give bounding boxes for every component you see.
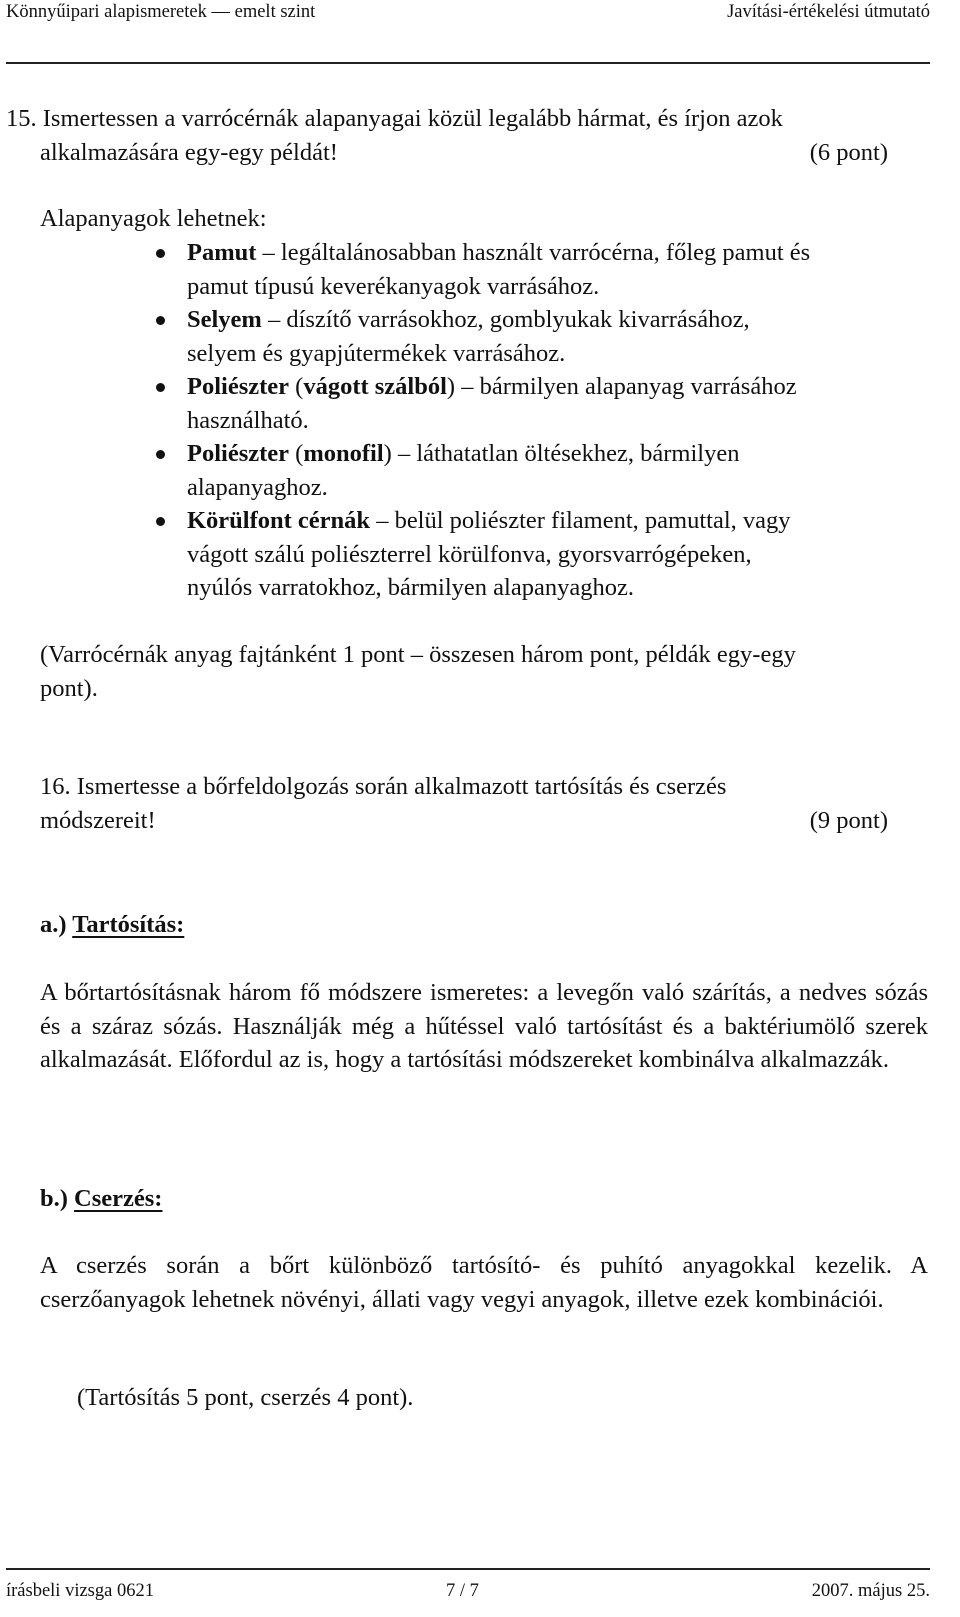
question-16-line-1: 16. Ismertesse a bőrfeldolgozás során alkalmazott tartósítás és cserzés <box>40 773 727 800</box>
material-description-cont: alapanyaghoz. <box>187 473 328 501</box>
section-a-prefix: a.) <box>40 911 67 938</box>
material-subtype: vágott szálból <box>303 373 447 400</box>
footer-date: 2007. május 25. <box>811 1581 930 1601</box>
footer-divider <box>6 1568 930 1570</box>
list-item <box>0 303 927 370</box>
material-description: – díszítő varrásokhoz, gomblyukak kivarrásához, <box>261 306 750 333</box>
list-item <box>0 437 927 504</box>
question-16-line-2: módszereit! <box>40 807 156 834</box>
material-paren-open: ( <box>289 440 304 467</box>
bullet-icon <box>156 517 165 526</box>
bullet-icon <box>156 316 165 325</box>
material-description: – belül poliészter filament, pamuttal, vagy <box>370 507 791 534</box>
section-a-title: Tartósítás: <box>72 911 185 938</box>
question-16-scoring: (Tartósítás 5 pont, cserzés 4 pont). <box>77 1384 414 1411</box>
scoring-line-1: (Varrócérnák anyag fajtánként 1 pont – összesen három pont, példák egy-egy <box>40 641 796 668</box>
material-description-cont: használható. <box>187 406 309 434</box>
bullet-icon <box>156 383 165 392</box>
material-description: – bármilyen alapanyag varrásához <box>455 373 797 400</box>
material-paren-close: ) <box>383 440 392 467</box>
section-b-prefix: b.) <box>40 1185 68 1212</box>
material-paren-open: ( <box>289 373 304 400</box>
page-header <box>6 2 930 32</box>
question-15-line-2: alkalmazására egy-egy példát! <box>40 139 338 166</box>
footer-page-number: 7 / 7 <box>446 1581 479 1601</box>
material-term: Poliészter <box>187 440 290 467</box>
thread-materials-list <box>0 236 927 605</box>
bullet-icon <box>156 249 165 258</box>
section-b-heading <box>40 1185 162 1213</box>
material-description: – láthatatlan öltésekhez, bármilyen <box>391 440 740 467</box>
material-description-cont: nyúlós varratokhoz, bármilyen alapanyaghoz. <box>187 574 634 601</box>
section-b-title: Cserzés: <box>74 1185 163 1212</box>
material-term: Selyem <box>187 306 262 333</box>
list-item <box>0 236 927 303</box>
materials-intro: Alapanyagok lehetnek: <box>40 205 267 232</box>
question-15-points: (6 pont) <box>809 139 888 166</box>
header-subject: Könnyűipari alapismeretek — emelt szint <box>6 2 316 22</box>
material-description-cont: vágott szálú poliészterrel körülfonva, gyorsvarrógépeken, <box>187 540 752 568</box>
material-description-cont: pamut típusú keverékanyagok varrásához. <box>187 272 600 300</box>
material-term: Körülfont cérnák <box>187 507 371 534</box>
scoring-line-2: pont). <box>40 675 98 702</box>
list-item <box>0 370 927 437</box>
list-item <box>0 504 927 605</box>
header-divider <box>6 62 930 64</box>
footer-exam-code: írásbeli vizsga 0621 <box>6 1581 154 1601</box>
header-doc-type: Javítási-értékelési útmutató <box>727 2 930 22</box>
question-16-points: (9 pont) <box>809 807 888 834</box>
material-term: Poliészter <box>187 373 290 400</box>
material-description: – legáltalánosabban használt varrócérna, főleg pamut és <box>256 239 811 266</box>
material-subtype: monofil <box>303 440 384 467</box>
question-15-line-1: 15. Ismertessen a varrócérnák alapanyagai közül legalább hármat, és írjon azok <box>6 105 783 132</box>
section-a-text: A bőrtartósításnak három fő módszere ismeretes: a levegőn való szárítás, a nedves sózás és a száraz sózás. Használják még a hűtéssel való tartósítást és a baktériumölő szerek alkalmazását. Előfordul az is, hogy a tartósítási módszereket kombinálva alkalmazzák. <box>40 979 928 1073</box>
section-b-text: A cserzés során a bőrt különböző tartósító- és puhító anyagokkal kezelik. A cserzőanyagok lehetnek növényi, állati vagy vegyi anyagok, illetve ezek kombinációi. <box>40 1252 928 1313</box>
bullet-icon <box>156 450 165 459</box>
material-paren-close: ) <box>446 373 456 400</box>
material-description-cont: selyem és gyapjútermékek varrásához. <box>187 339 566 367</box>
material-term: Pamut <box>187 239 257 266</box>
section-a-heading <box>40 911 184 939</box>
